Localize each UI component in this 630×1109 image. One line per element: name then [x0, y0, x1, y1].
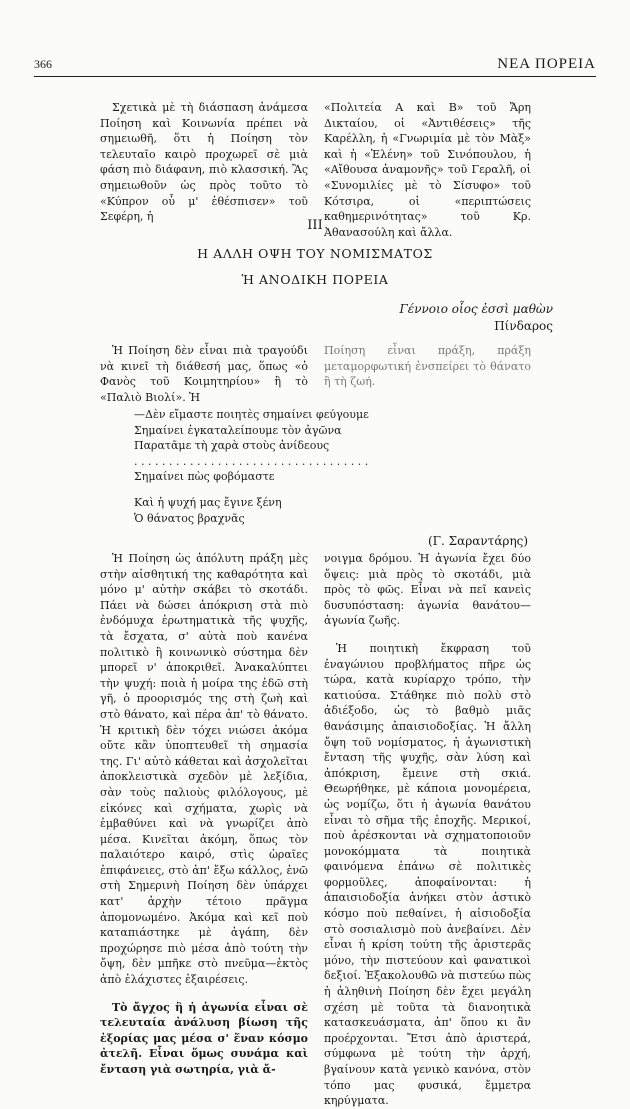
intro-right-column	[324, 343, 531, 390]
section-title: Η ΑΛΛΗ ΟΨΗ ΤΟΥ ΝΟΜΙΣΜΑΤΟΣ	[197, 246, 433, 261]
poem-ellipsis: . . . . . . . . . . . . . . . . . . . . . . . . . . . . . . . . . .	[134, 454, 369, 468]
epigraph-author: Πίνδαρος	[494, 319, 553, 333]
top-left-column	[100, 100, 308, 225]
page-header	[34, 56, 596, 77]
top-left-paragraph: Σχετικὰ μὲ τὴ διάσπαση ἀνάμεσα Ποίηση καὶ Κοινωνία πρέπει νὰ σημειωθῆ, ὅτι ἡ Ποίηση τὸν τελευταῖο καιρὸ προχωρεῖ σὲ μιὰ φάση πιὸ διάφανη, πιὸ κλασσική. Ἂς σημειωθοῦν ὡς πρὸς τοῦτο τὸ «Κύπρον οὗ μ' ἐθέσπισεν» τοῦ Σεφέρη, ἡ	[100, 101, 308, 224]
intro-left-paragraph: Ἡ Ποίηση δὲν εἶναι πιὰ τραγούδι νὰ κινεῖ τὴ διάθεσή μας, ὅπως «ὁ Φανὸς τοῦ Κοιμητηρίου» ἢ τὸ «Παλιὸ Βιολί». Ἡ	[100, 344, 308, 404]
body-left-paragraph: Ἡ Ποίηση ὡς ἀπόλυτη πράξη μὲς στὴν αἰσθητική της καθαρότητα καὶ μόνο μ' αὐτὴν σκάβει τὸ σκοτάδι. Πάει νὰ δώσει ἀπόκριση στὰ πιὸ ἐνδόμυχα ἐρωτηματικὰ τῆς ψυχῆς, τὰ ἔσχατα, σ' αὐτὰ ποὺ κανένα πολιτικὸ ἢ κοινωνικὸ σύστημα δὲν μπορεῖ ν' ἀποκριθεῖ. Ἀνακαλύπτει τὴν ψυχή: ποιὰ ἡ μοίρα της ἐδῶ στὴ γῆ, ὁ προορισμός της στὴ ζωὴ καὶ στὸ θάνατο, καὶ πέρα ἀπ' τὸ θάνατο. Ἡ κριτικὴ δὲν τόχει νιώσει ἀκόμα οὔτε κἂν ὑποπτευθεῖ τὴ σημασία της. Γι' αὐτὸ κάθεται καὶ ἀσχολεῖται ἀποκλειστικὰ σχεδὸν μὲ λεξίδια, σὰν τοὺς παλιοὺς φιλόλογους, μὲ εἰκόνες καὶ σχήματα, χωρὶς νὰ ἐμβαθύνει καὶ νὰ γνωρίζει ἀπὸ μέσα. Κινεῖται ἀκόμη, ὅπως τὸν παλαιότερο καιρό, στὶς ὡραῖες ἐπιφάνειες, στὸ ἀπ' ἔξω κάλλος, ἐνῶ στὴ Σημερινὴ Ποίηση δὲν ὑπάρχει κατ' ἀρχὴν τέτοιο πρᾶγμα ἀπομονωμένο. Ἀκόμα καὶ κεῖ ποὺ καταπιάστηκε μὲ ἀγάπη, δὲν προχώρησε πιὸ μέσα ἀπὸ τούτη τὴν ὄψη, δὲν μπῆκε στὸ πνεῦμα—ἐκτὸς ἀπὸ ἐλάχιστες ἐξαιρέσεις.	[100, 552, 308, 987]
intro-left-column	[100, 343, 308, 405]
body-left-bold-paragraph: Τὸ ἄγχος ἢ ἡ ἀγωνία εἶναι σὲ τελευταία ἀνάλυση βίωση τῆς ἐξορίας μας μέσα σ' ἕναν κόσμο ἀτελῆ. Εἶναι ὅμως συνάμα καὶ ἔνταση γιὰ σωτηρία, γιὰ ἄ-	[100, 1000, 308, 1076]
body-left-column	[100, 551, 308, 1078]
poem-quote	[134, 407, 494, 526]
poem-author: (Γ. Σαραντάρης)	[428, 534, 529, 548]
epigraph	[385, 301, 553, 335]
poem-line: Καὶ ἡ ψυχή μας ἔγινε ξένη	[134, 495, 282, 509]
section-subtitle: Ἡ ΑΝΟΔΙΚΗ ΠΟΡΕΙΑ	[241, 272, 389, 287]
poem-line: Ὁ θάνατος βραχνᾶς	[134, 511, 245, 525]
poem-line: —Δὲν εἴμαστε ποιητὲς σημαίνει φεύγουμε	[134, 408, 369, 421]
body-right-paragraph: νοιγμα δρόμου. Ἡ ἀγωνία ἔχει δύο ὄψεις: μιὰ πρὸς τὸ σκοτάδι, μιὰ πρὸς τὸ φῶς. Εἶναι νὰ πεῖ κανεὶς δυσυπόσταση: ἀγωνία θανάτου—ἀγωνία ζωῆς.	[324, 552, 531, 628]
journal-title: ΝΕΑ ΠΟΡΕΙΑ	[497, 56, 596, 72]
body-right-column	[324, 551, 531, 1109]
page-number: 366	[34, 57, 52, 71]
intro-right-paragraph: Ποίηση εἶναι πράξη, πράξη μεταμορφωτική ἐνσπείρει τὸ θάνατο ἢ τὴ ζωή.	[324, 344, 531, 389]
body-right-paragraph: Ἡ ποιητικὴ ἔκφραση τοῦ ἐναγώνιου προβλήματος πῆρε ὡς τώρα, κατὰ κυρίαρχο τρόπο, τὴν κατιούσα. Στάθηκε πιὸ πολὺ στὸ ἀδιέξοδο, ὡς τὸ βαθμὸ μιᾶς θανάσιμης ἀπαισιοδοξίας. Ἡ ἄλλη ὄψη τοῦ νομίσματος, ἡ ἀγωνιστικὴ ἔνταση τῆς ψυχῆς, σὰν λύση καὶ ἀπόκριση, ἔμεινε στὴ σκιά. Θεωρήθηκε, μὲ κάποια μονομέρεια, ὡς νομίζω, ὅτι ἡ ἀγωνία θανάτου εἶναι τὸ σῆμα τῆς ἐποχῆς. Μερικοί, ποὺ ἀρέσκονται νὰ σχηματοποιοῦν μονοκόμματα τὰ ποιητικὰ φαινόμενα ἐπάνω σὲ πολιτικὲς φορμοῦλες, ἀποφαίνονται: ἡ ἀπαισιοδοξία ἀνήκει στὸν ἀστικὸ κόσμο ποὺ πεθαίνει, ἡ αἰσιοδοξία στὸ σοσιαλισμὸ ποὺ ἀνεβαίνει. Δὲν εἶναι ἡ κρίση τούτη τῆς ἀριστερᾶς μόνο, τὴν πιστεύουν καὶ φανατικοὶ δεξιοί. Ἐξακολουθῶ νὰ πιστεύω πὼς ἡ ἀληθινὴ Ποίηση δὲν ἔχει μεγάλη σχέση μὲ τοῦτα τὰ διανοητικὰ κατασκευάσματα, ἀπ' ὅπου κι ἂν προέρχονται. Ἔτσι ἀπὸ ἀριστερά, σύμφωνα μὲ τούτη τὴν ἀρχή, βγαίνουν κατὰ γενικὸ κανόνα, στὸν τόπο μας φυσικά, ἔμμετρα κηρύγματα.	[324, 641, 531, 1108]
poem-line: Σημαίνει ἐγκαταλείπουμε τὸν ἀγῶνα	[134, 423, 342, 437]
epigraph-quote: Γέννοιο οἷος ἐσσὶ μαθὼν	[399, 302, 553, 316]
poem-line: Παρατᾶμε τὴ χαρὰ στοὺς ἀνίδεους	[134, 439, 330, 453]
poem-line: Σημαίνει πὼς φοβόμαστε	[134, 470, 275, 484]
top-right-paragraph: «Πολιτεία Α καὶ Β» τοῦ Ἄρη Δικταίου, οἱ «Ἀντιθέσεις» τῆς Καρέλλη, ἡ «Γνωριμία μὲ τὸν Μὰξ» καὶ ἡ «Ἑλένη» τοῦ Σινόπουλου, ἡ «Αἴθουσα ἀναμονῆς» τοῦ Γεραλῆ, οἱ «Συνομιλίες μὲ τὸ Σίσυφο» τοῦ Κότσιρα, οἱ «περιπτώσεις καθημερινότητας» τοῦ Κρ. Ἀθανασούλη καὶ ἄλλα.	[324, 101, 531, 239]
section-number: III	[307, 218, 323, 233]
